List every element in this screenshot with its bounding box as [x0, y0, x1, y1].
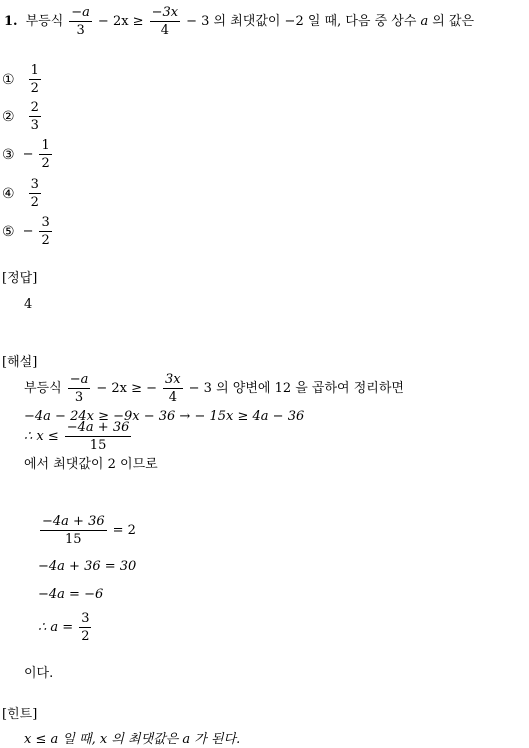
option-fraction: $\frac{1}{2}$ [30, 63, 39, 96]
question-var: a [420, 14, 429, 29]
equation-fraction: $\frac{-4a + 36}{15}$ [42, 514, 105, 547]
question-fraction-2: $\frac{-3x}{4}$ [151, 5, 179, 38]
option-fraction: $\frac{1}{2}$ [41, 138, 50, 171]
option-fraction: $\frac{2}{3}$ [30, 100, 39, 133]
option-mark: ④ [2, 185, 15, 202]
question-fraction-1: $\frac{-a}{3}$ [71, 5, 90, 38]
option-mark: ① [2, 71, 15, 88]
option-5[interactable] [2, 216, 54, 247]
explanation-line-4: 에서 최댓값이 2 이므로 [24, 457, 158, 472]
equation-4: ∴ a = $\frac{3}{2}$ [38, 611, 90, 644]
option-3[interactable] [2, 139, 54, 170]
explanation-fraction-1: $\frac{-a}{3}$ [69, 372, 89, 405]
option-mark: ⑤ [2, 223, 15, 240]
equation-3: −4a = −6 [38, 587, 104, 602]
question-mid: − 2x ≥ [97, 14, 144, 29]
explanation-fraction-2: $\frac{3x}{4}$ [165, 372, 181, 405]
equation-1: $\frac{-4a + 36}{15}$ = 2 [42, 514, 136, 547]
explanation-line-1: 부등식 $\frac{-a}{3}$ − 2x ≥ − $\frac{3x}{4}$ − 3 의 양변에 12 을 곱하여 정리하면 [24, 372, 404, 405]
equation-fraction: $\frac{3}{2}$ [81, 611, 90, 644]
question-text-1: 부등식 [25, 14, 64, 29]
hint-heading: [힌트] [2, 707, 38, 722]
answer-heading: [정답] [2, 271, 38, 286]
option-fraction: $\frac{3}{2}$ [30, 177, 39, 210]
option-sign: − [22, 224, 34, 239]
explanation-line-2: −4a − 24x ≥ −9x − 36 → − 15x ≥ 4a − 36 [24, 409, 305, 424]
option-4[interactable] [2, 178, 43, 209]
option-fraction: $\frac{3}{2}$ [41, 215, 50, 248]
option-2[interactable] [2, 101, 43, 132]
explanation-line-3: ∴ x ≤ $\frac{-4a + 36}{15}$ [24, 420, 130, 453]
question-line [4, 6, 474, 37]
explanation-fraction-3: $\frac{-4a + 36}{15}$ [66, 420, 130, 453]
option-1[interactable] [2, 64, 43, 95]
question-text-2: − 3 의 최댓값이 −2 일 때, 다음 중 상수 [186, 14, 417, 29]
option-mark: ② [2, 108, 15, 125]
option-sign: − [22, 147, 34, 162]
hint-text: x ≤ a 일 때, x 의 최댓값은 a 가 된다. [24, 732, 241, 747]
explanation-heading: [해설] [2, 355, 38, 370]
question-number: 1. [4, 14, 18, 29]
equation-2: −4a + 36 = 30 [38, 559, 137, 574]
answer-value: 4 [24, 297, 33, 312]
explanation-closing: 이다. [24, 666, 54, 681]
option-mark: ③ [2, 146, 15, 163]
question-text-3: 의 값은 [432, 14, 475, 29]
